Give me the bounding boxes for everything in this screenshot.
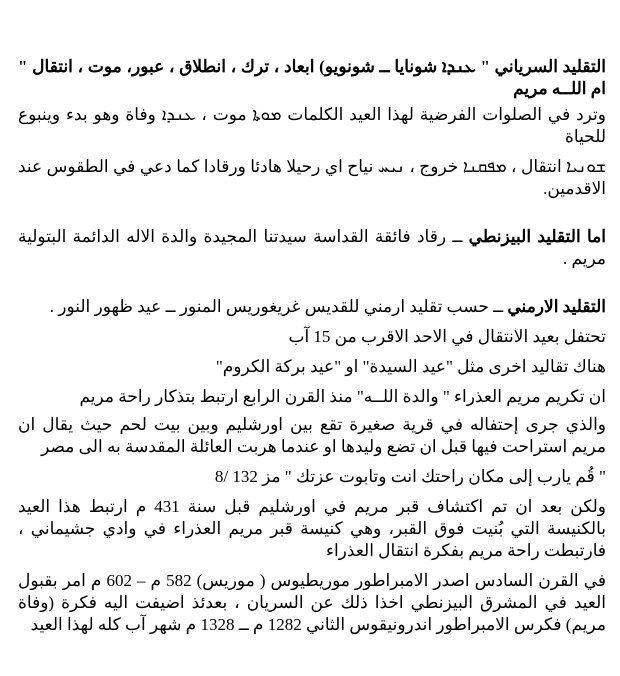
byzantine-tradition-paragraph bbox=[18, 226, 606, 270]
tomb-discovery-paragraph: ولكن بعد ان تم اكتشاف قبر مريم في اورشليم قبل سنة 431 م ارتبط هذا العيد بالكنيسة التي بُنيت فوق القبر، وهي كنيسة قبر مريم العذراء في وادي جشيماني ، فارتبطت راحة مريم بفكرة انتقال العذراء bbox=[18, 497, 606, 560]
liturgical-words-paragraph: وترد في الصلوات الفرضية لهذا العيد الكلمات ܡܘܬܐ موت ، ܥܢܕܐ وفاة وهو بدء وينبوع للحياة bbox=[18, 105, 606, 146]
byzantine-tradition-label: اما التقليد البيزنطي bbox=[468, 227, 606, 246]
armenian-tradition-paragraph bbox=[18, 296, 606, 318]
psalm-quote-paragraph: " قُم يارب إلى مكان راحتك انت وتابوت عزتك " مز 132 /8 bbox=[214, 467, 606, 486]
armenian-tradition-label: التقليد الارمني bbox=[507, 297, 606, 316]
transition-terms-paragraph: ܫܘܢܝܐ انتقال ، ܡܦܩܢܐ خروج ، ܢܝܚ نياح اي رحيلا هادئا ورقادا كما دعي في الطقوس عند الاقدمين. bbox=[18, 157, 606, 198]
sixth-century-paragraph: في القرن السادس اصدر الامبراطور موريطيوس ( موريس) 582 م – 602 م امر بقبول العيد في المشرق البيزنطي اخذا ذلك عن السريان ، بعدئذ اضيفت اليه فكرة (وفاة مريم) فكرس الامبراطور اندرونيقوس الثاني 1282 م ــ 1328 م شهر آب كله لهذا العيد bbox=[18, 571, 606, 634]
other-traditions-paragraph: هناك تقاليد اخرى مثل "عيد السيدة" او "عيد بركة الكروم" bbox=[215, 357, 606, 376]
syriac-tradition-paragraph: التقليد السرياني " ܥܢܕܐ شونايا ــ شونويو) ابعاد ، ترك ، انطلاق ، عبور، موت ، انتقال " ام اللــه مريم bbox=[18, 57, 606, 98]
armenian-tradition-text: ــ حسب تقليد ارمني للقديس غريغوريس المنور ــ عيد ظهور النور . bbox=[49, 297, 508, 316]
byzantine-tradition-text: ــ رقاد فائقة القداسة سيدتنا المجيدة والدة الاله الدائمة البتولية مريم . bbox=[18, 227, 606, 268]
village-paragraph: والذي جرى إحتفاله في قرية صغيرة تقع بين اورشليم وبين بيت لحم حيث يقال ان مريم استراحت فيها قبل ان تضع وليدها او عندما هربت العائلة المقدسة به الى مصر bbox=[18, 415, 606, 456]
mary-honor-paragraph: ان تكريم مريم العذراء " والدة اللــه" منذ القرن الرابع ارتبط بتذكار راحة مريم bbox=[79, 387, 606, 406]
celebration-date-paragraph: تحتفل بعيد الانتقال في الاحد الاقرب من 15 آب bbox=[288, 327, 606, 346]
